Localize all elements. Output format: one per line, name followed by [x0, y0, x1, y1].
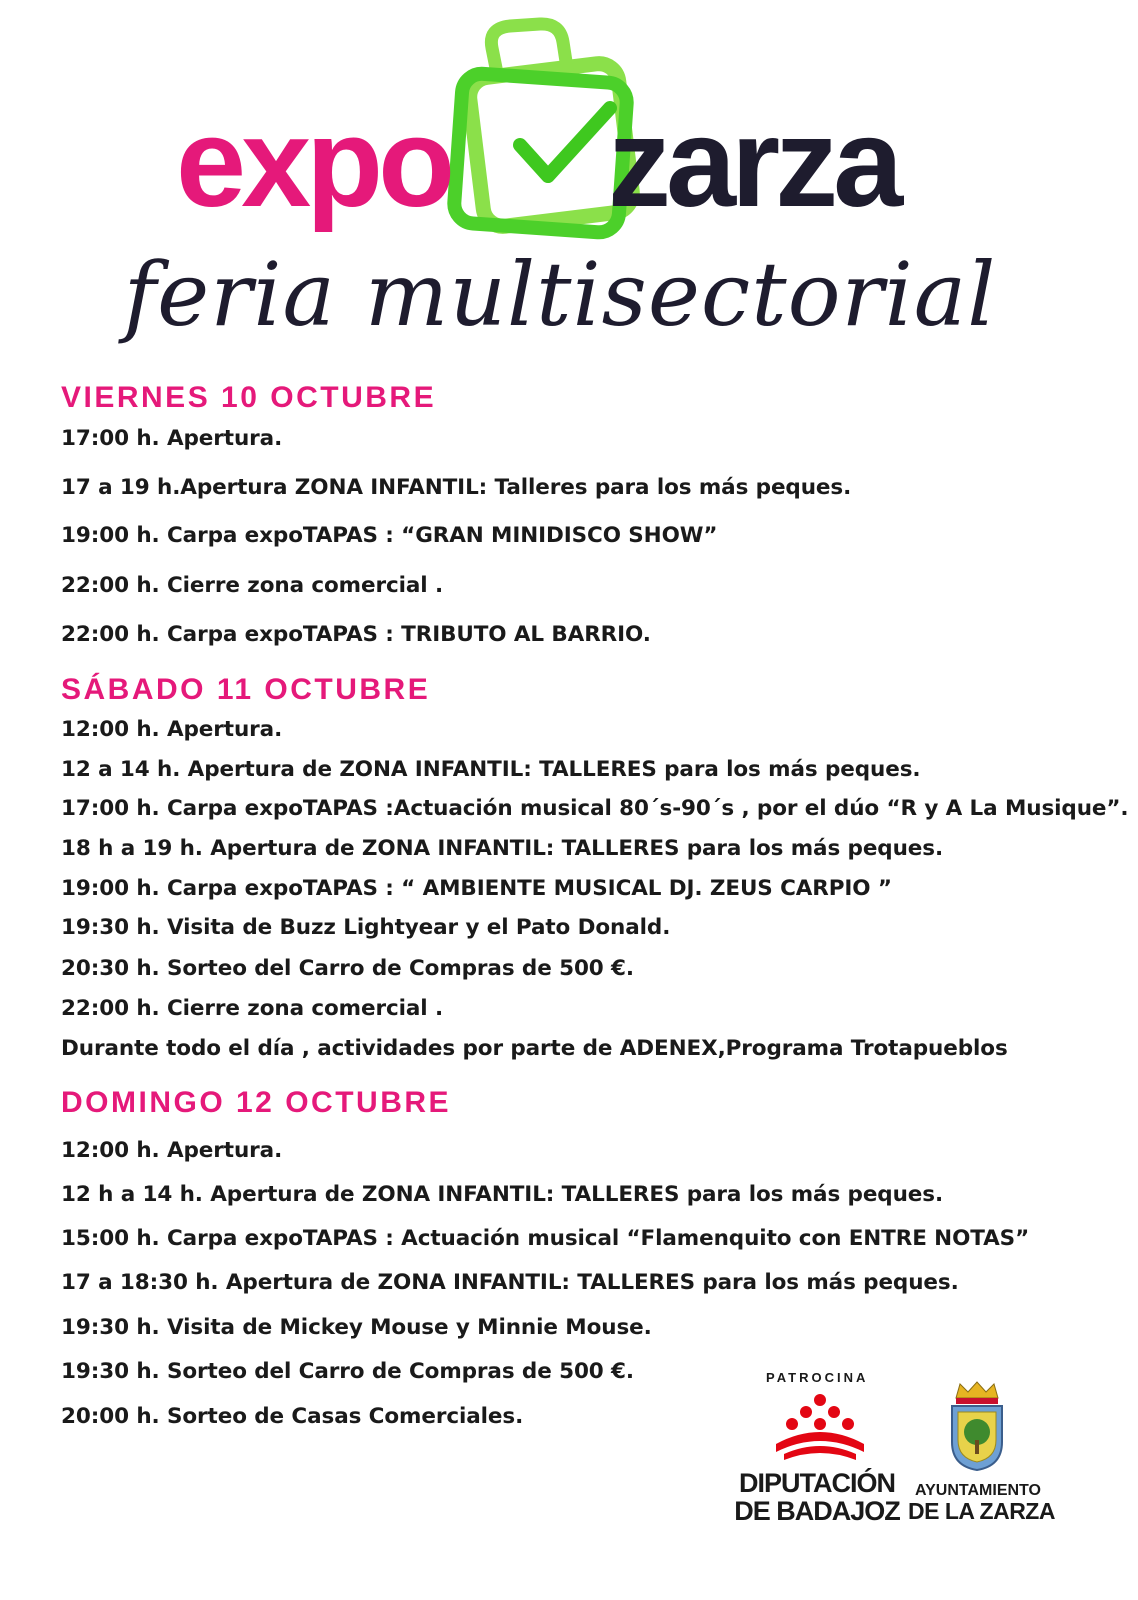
schedule-item: 12:00 h. Apertura.: [61, 1138, 283, 1163]
schedule-item: 19:30 h. Visita de Buzz Lightyear y el Pato Donald.: [61, 915, 671, 940]
ayuntamiento-line1: AYUNTAMIENTO: [915, 1482, 1041, 1499]
schedule-item: 17 a 18:30 h. Apertura de ZONA INFANTIL: TALLERES para los más peques.: [61, 1270, 959, 1295]
schedule-item: 20:30 h. Sorteo del Carro de Compras de 500 €.: [61, 956, 634, 981]
schedule-item: 20:00 h. Sorteo de Casas Comerciales.: [61, 1404, 524, 1429]
schedule-item: 12:00 h. Apertura.: [61, 717, 283, 742]
schedule-item: 17 a 19 h.Apertura ZONA INFANTIL: Talleres para los más peques.: [61, 475, 852, 500]
schedule-item: 17:00 h. Carpa expoTAPAS :Actuación musical 80´s-90´s , por el dúo “R y A La Musique”.: [61, 796, 1129, 821]
la-zarza-coat-of-arms-icon: [946, 1380, 1008, 1472]
diputacion-line2: DE BADAJOZ: [734, 1496, 900, 1526]
schedule-item: 19:30 h. Sorteo del Carro de Compras de 500 €.: [61, 1359, 634, 1384]
brand-word-left: expo: [176, 92, 451, 233]
day-heading-sabado: SÁBADO 11 OCTUBRE: [61, 673, 431, 706]
schedule-item: 19:30 h. Visita de Mickey Mouse y Minnie Mouse.: [61, 1315, 652, 1340]
diputacion-line1: DIPUTACIÓN: [739, 1468, 895, 1498]
day-heading-viernes: VIERNES 10 OCTUBRE: [61, 381, 437, 414]
diputacion-badajoz-logo-icon: [770, 1392, 870, 1462]
schedule-item: 19:00 h. Carpa expoTAPAS : “GRAN MINIDISCO SHOW”: [61, 523, 718, 548]
schedule-item: 12 a 14 h. Apertura de ZONA INFANTIL: TALLERES para los más peques.: [61, 757, 921, 782]
day-heading-domingo: DOMINGO 12 OCTUBRE: [61, 1086, 452, 1119]
schedule-item: 12 h a 14 h. Apertura de ZONA INFANTIL: TALLERES para los más peques.: [61, 1182, 944, 1207]
ayuntamiento-line2: DE LA ZARZA: [908, 1498, 1055, 1524]
sponsors-block: [734, 1370, 1100, 1590]
schedule-item: 22:00 h. Cierre zona comercial .: [61, 996, 444, 1021]
schedule-item: 17:00 h. Apertura.: [61, 426, 283, 451]
schedule-item: 15:00 h. Carpa expoTAPAS : Actuación musical “Flamenquito con ENTRE NOTAS”: [61, 1226, 1030, 1251]
schedule-item: 22:00 h. Carpa expoTAPAS : TRIBUTO AL BARRIO.: [61, 622, 651, 647]
brand-subtitle: feria multisectorial: [123, 243, 997, 346]
schedule-item: 22:00 h. Cierre zona comercial .: [61, 573, 444, 598]
schedule-item: Durante todo el día , actividades por parte de ADENEX,Programa Trotapueblos: [61, 1036, 1008, 1061]
schedule-item: 19:00 h. Carpa expoTAPAS : “ AMBIENTE MUSICAL DJ. ZEUS CARPIO ”: [61, 876, 892, 901]
brand-word-right: zarza: [608, 92, 899, 233]
expozarza-logo: [0, 0, 1138, 370]
sponsor-label: PATROCINA: [766, 1370, 869, 1385]
schedule-item: 18 h a 19 h. Apertura de ZONA INFANTIL: TALLERES para los más peques.: [61, 836, 944, 861]
logo-graphic: [0, 0, 1138, 370]
